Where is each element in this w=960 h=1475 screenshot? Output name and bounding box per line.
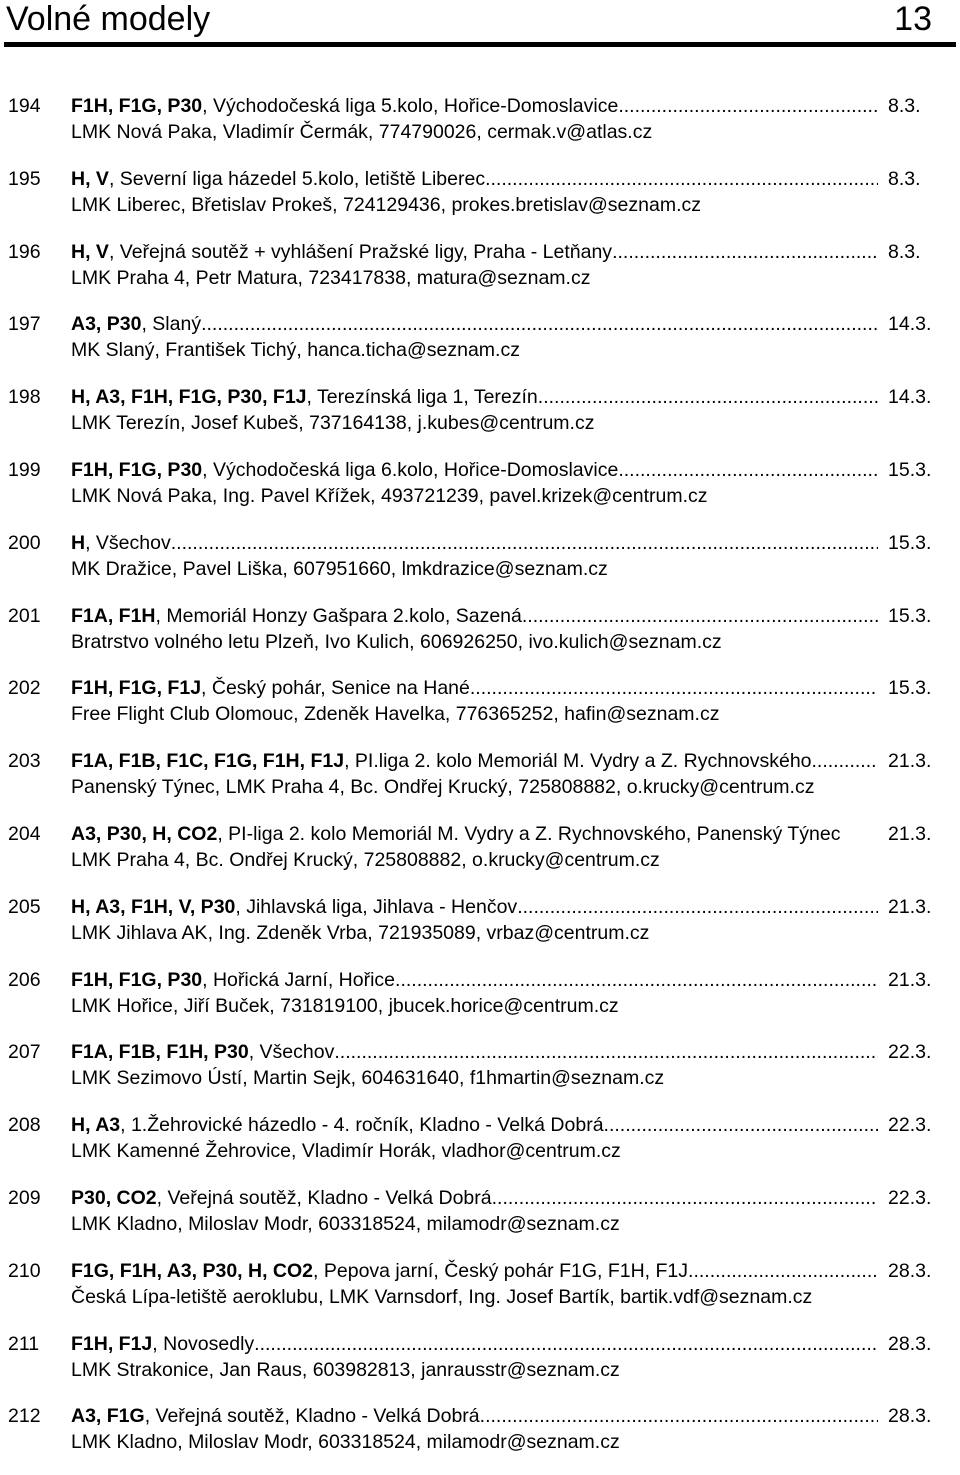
dot-leader bbox=[334, 1038, 878, 1066]
entry-number: 207 bbox=[8, 1041, 41, 1064]
entry-date: 21.3. bbox=[888, 822, 932, 845]
entry-number: 201 bbox=[8, 604, 41, 627]
entry-organizer: LMK Nová Paka, Ing. Pavel Křížek, 493721239, pavel.krizek@centrum.cz bbox=[71, 484, 708, 507]
list-item bbox=[0, 966, 960, 1039]
list-item bbox=[0, 674, 960, 747]
entry-number: 197 bbox=[8, 313, 41, 336]
dot-leader bbox=[618, 456, 878, 484]
list-item bbox=[0, 1257, 960, 1330]
entry-number: 204 bbox=[8, 822, 41, 845]
entry-date: 8.3. bbox=[888, 167, 921, 190]
dot-leader bbox=[538, 383, 878, 411]
entry-description: , PI-liga 2. kolo Memoriál M. Vydry a Z. Rychnovského, Panenský Týnec bbox=[217, 822, 841, 845]
entry-organizer: Panenský Týnec, LMK Praha 4, Bc. Ondřej Krucký, 725808882, o.krucky@centrum.cz bbox=[71, 776, 815, 799]
entry-title-line bbox=[71, 820, 878, 848]
entry-title-line bbox=[71, 165, 878, 193]
entry-title-line bbox=[71, 92, 878, 120]
entry-title-line bbox=[71, 383, 878, 411]
entry-number: 208 bbox=[8, 1114, 41, 1137]
entry-organizer: LMK Praha 4, Bc. Ondřej Krucký, 725808882, o.krucky@centrum.cz bbox=[71, 848, 660, 871]
list-item bbox=[0, 383, 960, 456]
entry-categories: F1H, F1G, P30 bbox=[71, 968, 203, 991]
entry-title-line bbox=[71, 529, 878, 557]
entry-organizer: Bratrstvo volného letu Plzeň, Ivo Kulich, 606926250, ivo.kulich@seznam.cz bbox=[71, 630, 722, 653]
list-item bbox=[0, 92, 960, 165]
entry-description: , Všechov bbox=[85, 531, 171, 554]
entry-categories: F1H, F1J bbox=[71, 1332, 153, 1355]
entry-organizer: LMK Nová Paka, Vladimír Čermák, 774790026, cermak.v@atlas.cz bbox=[71, 121, 653, 143]
entry-number: 206 bbox=[8, 968, 41, 991]
entry-categories: H, V bbox=[71, 240, 109, 263]
entry-description: , PI.liga 2. kolo Memoriál M. Vydry a Z. Rychnovského bbox=[344, 750, 812, 773]
header-rule bbox=[4, 42, 956, 47]
page-number: 13 bbox=[894, 0, 932, 38]
entry-categories: A3, P30, H, CO2 bbox=[71, 822, 218, 845]
list-item bbox=[0, 1111, 960, 1184]
entry-categories: A3, F1G bbox=[71, 1405, 145, 1428]
entry-date: 21.3. bbox=[888, 968, 932, 991]
entry-categories: H, A3, F1H, V, P30 bbox=[71, 895, 236, 918]
list-item bbox=[0, 238, 960, 311]
entry-date: 15.3. bbox=[888, 604, 932, 627]
event-list bbox=[0, 92, 960, 1475]
list-item bbox=[0, 820, 960, 893]
entry-title-line bbox=[71, 310, 878, 338]
entry-date: 22.3. bbox=[888, 1114, 932, 1137]
list-item bbox=[0, 310, 960, 383]
entry-date: 8.3. bbox=[888, 95, 921, 117]
entry-categories: F1H, F1G, F1J bbox=[71, 677, 202, 700]
dot-leader bbox=[470, 674, 878, 702]
dot-leader bbox=[604, 1111, 878, 1139]
entry-title-line bbox=[71, 1184, 878, 1212]
entry-organizer: Česká Lípa-letiště aeroklubu, LMK Varnsdorf, Ing. Josef Bartík, bartik.vdf@seznam.cz bbox=[71, 1285, 813, 1308]
entry-title-line bbox=[71, 674, 878, 702]
entry-organizer: Free Flight Club Olomouc, Zdeněk Havelka, 776365252, hafin@seznam.cz bbox=[71, 703, 720, 726]
list-item bbox=[0, 1330, 960, 1403]
entry-title-line bbox=[71, 456, 878, 484]
entry-organizer: MK Dražice, Pavel Liška, 607951660, lmkdrazice@seznam.cz bbox=[71, 557, 608, 580]
entry-title-line bbox=[71, 1402, 878, 1430]
entry-categories: H, A3 bbox=[71, 1114, 121, 1137]
dot-leader bbox=[517, 893, 878, 921]
entry-number: 199 bbox=[8, 458, 41, 481]
entry-categories: P30, CO2 bbox=[71, 1186, 157, 1209]
entry-number: 205 bbox=[8, 895, 41, 918]
entry-description: , 1.Žehrovické házedlo - 4. ročník, Kladno - Velká Dobrá bbox=[120, 1114, 604, 1137]
dot-leader bbox=[688, 1257, 878, 1285]
entry-date: 21.3. bbox=[888, 895, 932, 918]
entry-categories: H, V bbox=[71, 167, 109, 190]
entry-number: 212 bbox=[8, 1405, 41, 1428]
entry-organizer: LMK Jihlava AK, Ing. Zdeněk Vrba, 721935089, vrbaz@centrum.cz bbox=[71, 921, 650, 944]
entry-date: 21.3. bbox=[888, 750, 932, 773]
entry-categories: F1G, F1H, A3, P30, H, CO2 bbox=[71, 1259, 314, 1282]
entry-categories: F1A, F1B, F1H, P30 bbox=[71, 1041, 249, 1064]
entry-date: 22.3. bbox=[888, 1041, 932, 1064]
entry-number: 203 bbox=[8, 750, 41, 773]
entry-categories: H, A3, F1H, F1G, P30, F1J bbox=[71, 386, 307, 409]
dot-leader bbox=[201, 310, 878, 338]
list-item bbox=[0, 1038, 960, 1111]
entry-title-line bbox=[71, 1038, 878, 1066]
entry-number: 196 bbox=[8, 240, 41, 263]
entry-organizer: LMK Kamenné Žehrovice, Vladimír Horák, vladhor@centrum.cz bbox=[71, 1140, 621, 1163]
list-item bbox=[0, 747, 960, 820]
entry-organizer: LMK Sezimovo Ústí, Martin Sejk, 604631640, f1hmartin@seznam.cz bbox=[71, 1067, 665, 1090]
entry-number: 194 bbox=[8, 95, 41, 117]
entry-categories: F1A, F1H bbox=[71, 604, 156, 627]
entry-title-line bbox=[71, 747, 878, 775]
list-item bbox=[0, 602, 960, 675]
dot-leader bbox=[618, 92, 878, 120]
entry-organizer: MK Slaný, František Tichý, hanca.ticha@seznam.cz bbox=[71, 339, 520, 362]
entry-categories: F1H, F1G, P30 bbox=[71, 95, 203, 117]
list-item bbox=[0, 456, 960, 529]
dot-leader bbox=[612, 238, 878, 266]
list-item bbox=[0, 893, 960, 966]
page-title: Volné modely bbox=[6, 0, 211, 38]
entry-number: 200 bbox=[8, 531, 41, 554]
entry-date: 8.3. bbox=[888, 240, 921, 263]
dot-leader bbox=[254, 1330, 878, 1358]
entry-date: 15.3. bbox=[888, 458, 932, 481]
entry-date: 15.3. bbox=[888, 677, 932, 700]
entry-number: 198 bbox=[8, 386, 41, 409]
entry-number: 211 bbox=[8, 1332, 40, 1355]
entry-description: , Všechov bbox=[248, 1041, 335, 1064]
dot-leader bbox=[395, 966, 878, 994]
entry-description: , Jihlavská liga, Jihlava - Henčov bbox=[235, 895, 518, 918]
entry-title-line bbox=[71, 602, 878, 630]
entry-description: , Memoriál Honzy Gašpara 2.kolo, Sazená bbox=[155, 604, 522, 627]
page-header bbox=[0, 0, 960, 48]
dot-leader bbox=[492, 1184, 878, 1212]
dot-leader bbox=[171, 529, 878, 557]
entry-categories: F1A, F1B, F1C, F1G, F1H, F1J bbox=[71, 750, 345, 773]
entry-date: 28.3. bbox=[888, 1405, 932, 1428]
entry-number: 209 bbox=[8, 1186, 41, 1209]
entry-title-line bbox=[71, 1330, 878, 1358]
entry-date: 28.3. bbox=[888, 1259, 932, 1282]
entry-date: 22.3. bbox=[888, 1186, 932, 1209]
entry-organizer: LMK Liberec, Břetislav Prokeš, 724129436, prokes.bretislav@seznam.cz bbox=[71, 193, 702, 216]
entry-description: , Slaný bbox=[141, 313, 202, 336]
entry-description: , Český pohár, Senice na Hané bbox=[201, 677, 470, 700]
dot-leader bbox=[485, 165, 878, 193]
entry-description: , Severní liga házedel 5.kolo, letiště Liberec bbox=[108, 167, 486, 190]
dot-leader bbox=[812, 747, 878, 775]
entry-date: 28.3. bbox=[888, 1332, 932, 1355]
entry-title-line bbox=[71, 1111, 878, 1139]
entry-organizer: LMK Kladno, Miloslav Modr, 603318524, milamodr@seznam.cz bbox=[71, 1431, 620, 1454]
entry-date: 14.3. bbox=[888, 313, 932, 336]
entry-description: , Novosedly bbox=[152, 1332, 255, 1355]
entry-number: 202 bbox=[8, 677, 41, 700]
entry-title-line bbox=[71, 893, 878, 921]
entry-categories: F1H, F1G, P30 bbox=[71, 458, 203, 481]
list-item bbox=[0, 165, 960, 238]
entry-description: , Východočeská liga 6.kolo, Hořice-Domoslavice bbox=[202, 458, 619, 481]
entry-organizer: LMK Praha 4, Petr Matura, 723417838, matura@seznam.cz bbox=[71, 266, 591, 289]
entry-date: 15.3. bbox=[888, 531, 932, 554]
entry-title-line bbox=[71, 1257, 878, 1285]
entry-description: , Veřejná soutěž + vyhlášení Pražské ligy, Praha - Letňany bbox=[108, 240, 613, 263]
entry-organizer: LMK Strakonice, Jan Raus, 603982813, janrausstr@seznam.cz bbox=[71, 1358, 620, 1381]
list-item bbox=[0, 1402, 960, 1475]
entry-description: , Veřejná soutěž, Kladno - Velká Dobrá bbox=[144, 1405, 480, 1428]
entry-number: 210 bbox=[8, 1259, 41, 1282]
entry-organizer: LMK Hořice, Jiří Buček, 731819100, jbucek.horice@centrum.cz bbox=[71, 994, 619, 1017]
entry-description: , Hořická Jarní, Hořice bbox=[202, 968, 396, 991]
list-item bbox=[0, 529, 960, 602]
entry-title-line bbox=[71, 238, 878, 266]
entry-description: , Terezínská liga 1, Terezín bbox=[306, 386, 538, 409]
entry-date: 14.3. bbox=[888, 386, 932, 409]
entry-number: 195 bbox=[8, 167, 41, 190]
entry-organizer: LMK Terezín, Josef Kubeš, 737164138, j.kubes@centrum.cz bbox=[71, 412, 595, 435]
entry-organizer: LMK Kladno, Miloslav Modr, 603318524, milamodr@seznam.cz bbox=[71, 1212, 620, 1235]
list-item bbox=[0, 1184, 960, 1257]
entry-description: , Pepova jarní, Český pohár F1G, F1H, F1J bbox=[313, 1259, 689, 1282]
entry-description: , Východočeská liga 5.kolo, Hořice-Domoslavice bbox=[202, 95, 619, 117]
entry-title-line bbox=[71, 966, 878, 994]
dot-leader bbox=[522, 602, 878, 630]
entry-categories: A3, P30 bbox=[71, 313, 142, 336]
entry-categories: H bbox=[71, 531, 86, 554]
entry-description: , Veřejná soutěž, Kladno - Velká Dobrá bbox=[156, 1186, 492, 1209]
dot-leader bbox=[480, 1402, 878, 1430]
